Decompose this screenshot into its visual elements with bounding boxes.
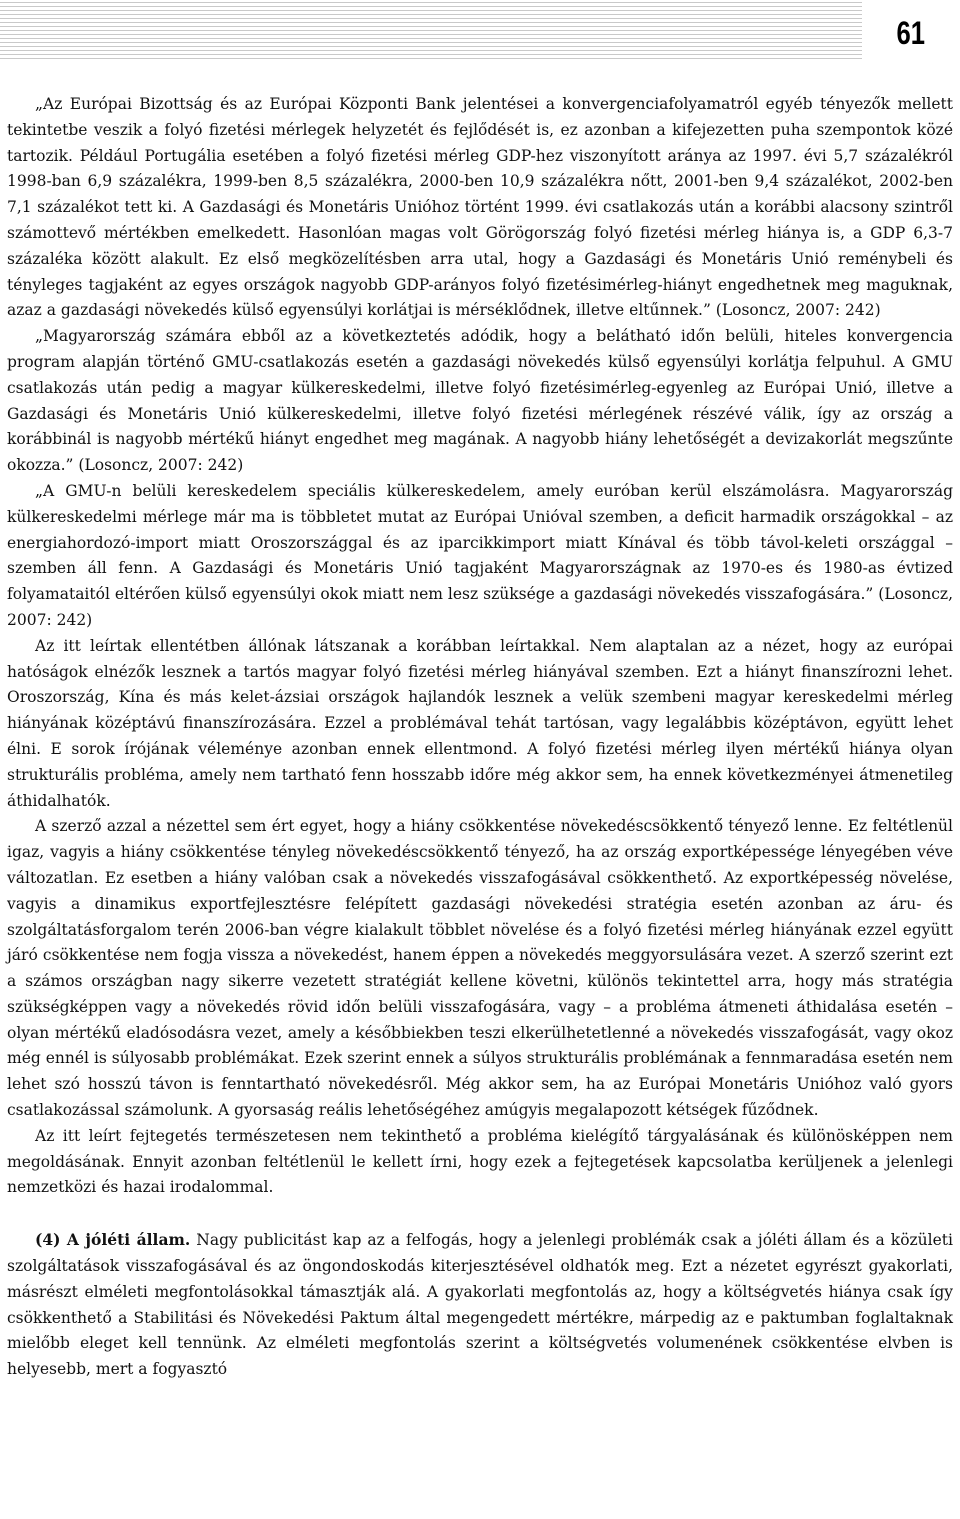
paragraph-2: „Magyarország számára ebből az a következtetés adódik, hogy a belátható időn belüli, hiteles konvergencia program alapján történő GMU-csatlakozás esetén a gazdasági növekedés külső egyensúlyi korlátja felpuhul. A GMU csatlakozás után pedig a magyar külkereskedelmi, illetve folyó fizetésimérleg-egyenleg az Európai Unió, illetve a Gazdasági és Monetáris Unió külkereskedelmi, illetve folyó fizetési mérlegének részévé válik, így az ország a korábbinál is nagyobb mértékű hiányt engedhet meg magának. A nagyobb hiány lehetőségét a devizakorlát megszűnte okozza.” (Losoncz, 2007: 242)	[7, 327, 953, 475]
header-band	[0, 0, 960, 62]
page-body	[7, 92, 953, 1383]
section-heading: (4) A jóléti állam.	[35, 1230, 191, 1250]
paragraph-1: „Az Európai Bizottság és az Európai Központi Bank jelentései a konvergenciafolyamatról egyéb tényezők mellett tekintetbe veszik a folyó fizetési mérlegek helyzetét és fejlődését is, ez azonban a kifejezetten puha szempontok közé tartozik. Például Portugália esetében a folyó fizetési mérleg GDP-hez viszonyított aránya az 1997. évi 5,7 százalékról 1998-ban 6,9 százalékra, 1999-ben 8,5 százalékra, 2000-ben 10,9 százalékra nőtt, 2001-ben 9,4 százalékot, 2002-ben 7,1 százalékot tett ki. A Gazdasági és Monetáris Unióhoz történt 1999. évi csatlakozás után a korábbi alacsony szintről számottevő mértékben emelkedett. Hasonlóan magas volt Görögország folyó fizetési mérleg hiánya is, a GDP 6,3-7 százaléka között alakult. Ez első megközelítésben arra utal, hogy a Gazdasági és Monetáris Unió reménybeli és tényleges tagjaként az egyes országok nagyobb GDP-arányos folyó fizetésimérleg-hiányt engedhetnek meg maguknak, azaz a gazdasági növekedés külső egyensúlyi korlátjai is mérséklődnek, illetve eltűnnek.” (Losoncz, 2007: 242)	[7, 95, 953, 320]
section-text: Nagy publicitást kap az a felfogás, hogy a jelenlegi problémák csak a jóléti állam és a közületi szolgáltatások visszafogásával és az öngondoskodás kiterjesztésével oldhatók meg. Ezt a nézetet egyrészt gyakorlati, másrészt elméleti megfontolásokkal támasztják alá. A gyakorlati megfontolás az, hogy a költségvetés hiánya csak így csökkenthető a Stabilitási és Növekedési Paktum által megengedett mértékre, márpedig az e paktumban foglaltaknak mielőbb eleget kell tennünk. Az elméleti megfontolás szerint a költségvetés volumenének csökkentése elvben is helyesebb, mert a fogyasztó	[7, 1231, 953, 1379]
paragraph-6: Az itt leírt fejtegetés természetesen nem tekinthető a probléma kielégítő tárgyalásának és különösképpen nem megoldásának. Ennyit azonban feltétlenül le kellett írni, hogy ezek a fejtegetések kapcsolatba kerüljenek a jelenlegi nemzetközi és hazai irodalommal.	[7, 1126, 953, 1197]
paragraph-5: A szerző azzal a nézettel sem ért egyet, hogy a hiány csökkentése növekedéscsökkentő tényező lenne. Ez feltétlenül igaz, vagyis a hiány csökkentése tényleg növekedéscsökkentő tényező, ha az ország exportképessége lényegében véve változatlan. Ez esetben a hiány valóban csak a növekedés visszafogásával csökkenthető. Az exportképesség növelése, vagyis a dinamikus exportfejlesztésre felépített gazdasági növekedési stratégia esetén azonban az áru- és szolgáltatásforgalom terén 2006-ban végre kialakult többlet növelése és a folyó fizetési mérleg hiányának ezzel együtt járó csökkentése nem fogja vissza a növekedést, hanem éppen a növekedés meggyorsulására vezet. A szerző szerint ezt a számos országban nagy sikerre vezetett stratégiát kellene követni, különös tekintettel arra, hogy más stratégia szükségképpen vagy a növekedés rövid időn belüli visszafogására, vagy – a probléma átmeneti áthidalása esetén – olyan mértékű eladósodásra vezet, amely a későbbiekben teszi elkerülhetetlenné a növekedés visszafogását, vagy okoz még ennél is súlyosabb problémákat. Ezek szerint ennek a súlyos strukturális problémának a fennmaradása esetén nem lehet szó hosszú távon is fenntartható növekedésről. Még akkor sem, ha az Európai Monetáris Unióhoz való gyors csatlakozással számolunk. A gyorsaság reális lehetőségéhez amúgyis megalapozott kétségek fűződnek.	[7, 817, 953, 1120]
page-number-box	[862, 0, 960, 62]
page-number: 61	[896, 14, 926, 51]
paragraph-3: „A GMU-n belüli kereskedelem speciális külkereskedelem, amely euróban kerül elszámolásra. Magyarország külkereskedelmi mérlege már ma is többletet mutat az Európai Unióval szemben, a deficit harmadik országokkal – az energiahordozó-import miatt Oroszországgal és az iparcikkimport miatt Kínával és több távol-keleti országgal – szemben áll fenn. A Gazdasági és Monetáris Unió tagjaként Magyarországnak az 1970-es és 1980-as évtized folyamataitól eltérően külső egyensúlyi okok miatt nem lesz szüksége a gazdasági növekedés visszafogására.” (Losoncz, 2007: 242)	[7, 481, 953, 629]
section-welfare-state	[7, 1227, 953, 1383]
paragraph-4: Az itt leírtak ellentétben állónak látszanak a korábban leírtakkal. Nem alaptalan az a nézet, hogy az európai hatóságok elnézők lesznek a tartós magyar folyó fizetési mérleg hiányával szemben. Ezt a hiányt finanszírozni lehet. Oroszország, Kína és más kelet-ázsiai országok hajlandók lesznek a velük szembeni magyar kereskedelmi mérleg hiányának középtávú finanszírozására. Ezzel a problémával tehát tartósan, vagy legalábbis középtávon, együtt lehet élni. E sorok írójának véleménye azonban ennek ellentmond. A folyó fizetési mérleg ilyen mértékű hiánya olyan strukturális probléma, amely nem tartható fenn hosszabb időre még akkor sem, ha ennek következményei átmenetileg áthidalhatók.	[7, 636, 953, 810]
